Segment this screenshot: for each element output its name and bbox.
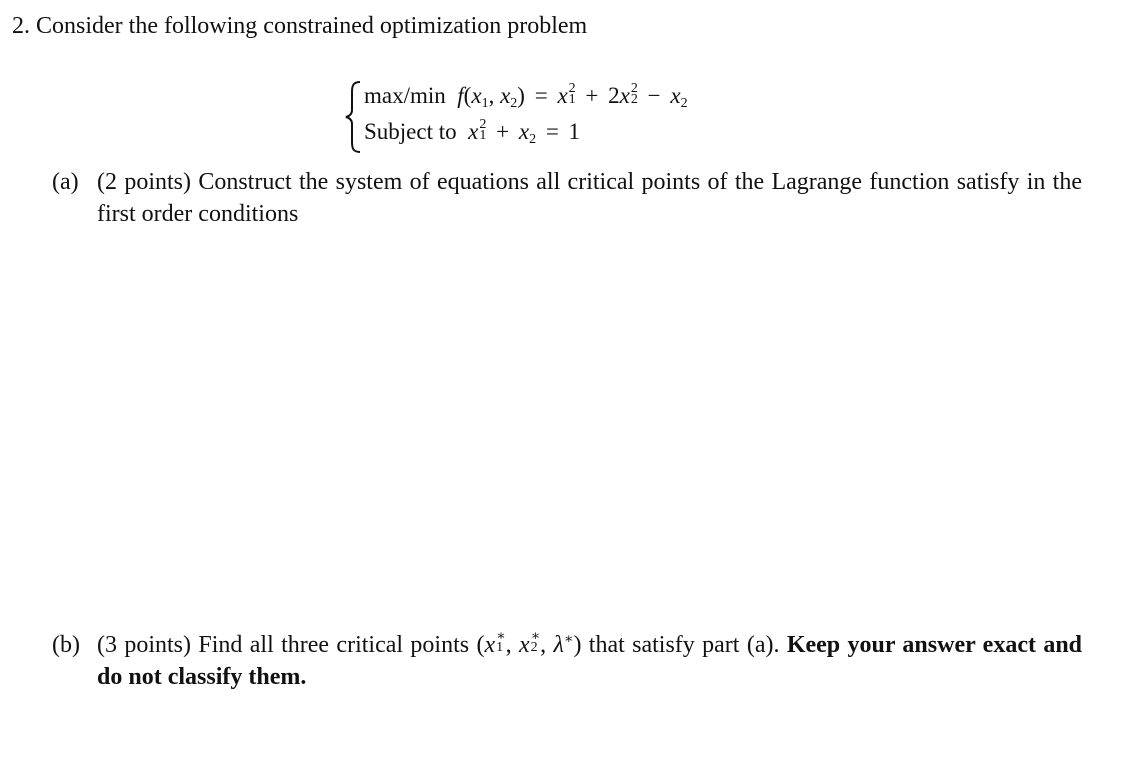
- objective-expression: $f(x_1$, $x_2) = x$ 2 1 + 2x 2 2 − $x_2$: [457, 80, 688, 111]
- part-b-points: (3 points): [97, 632, 192, 658]
- constraint-line: [364, 116, 580, 148]
- problem-header: [12, 10, 587, 42]
- part-b-tuple: (x ∗ 1 , x ∗ 2 , λ∗): [476, 629, 582, 658]
- part-b-text-after: that satisfy part (a).: [588, 632, 780, 658]
- part-b: [52, 629, 1082, 693]
- problem-number: 2.: [12, 13, 30, 39]
- part-b-instruction: Keep your answer exact and do not classify them.: [97, 632, 1083, 690]
- objective-prefix: max/min: [364, 83, 446, 108]
- part-a-points: (2 points): [97, 169, 191, 195]
- part-a: [52, 166, 1082, 230]
- part-b-label: (b): [52, 632, 80, 658]
- constraint-prefix: Subject to: [364, 119, 457, 144]
- objective-line: [364, 80, 688, 112]
- part-a-body: [97, 166, 1082, 230]
- problem-intro: Consider the following constrained optimization problem: [36, 13, 588, 39]
- part-a-text: Construct the system of equations all critical points of the Lagrange function satisfy in the first order conditions: [97, 169, 1083, 227]
- part-b-body: [97, 629, 1082, 693]
- optimization-system: [344, 80, 864, 152]
- part-a-label: (a): [52, 169, 79, 195]
- left-brace-icon: [344, 80, 362, 154]
- part-b-text-before: Find all three critical points: [198, 632, 470, 658]
- constraint-expression: x 2 1 + $x_2 = 1$: [468, 116, 581, 147]
